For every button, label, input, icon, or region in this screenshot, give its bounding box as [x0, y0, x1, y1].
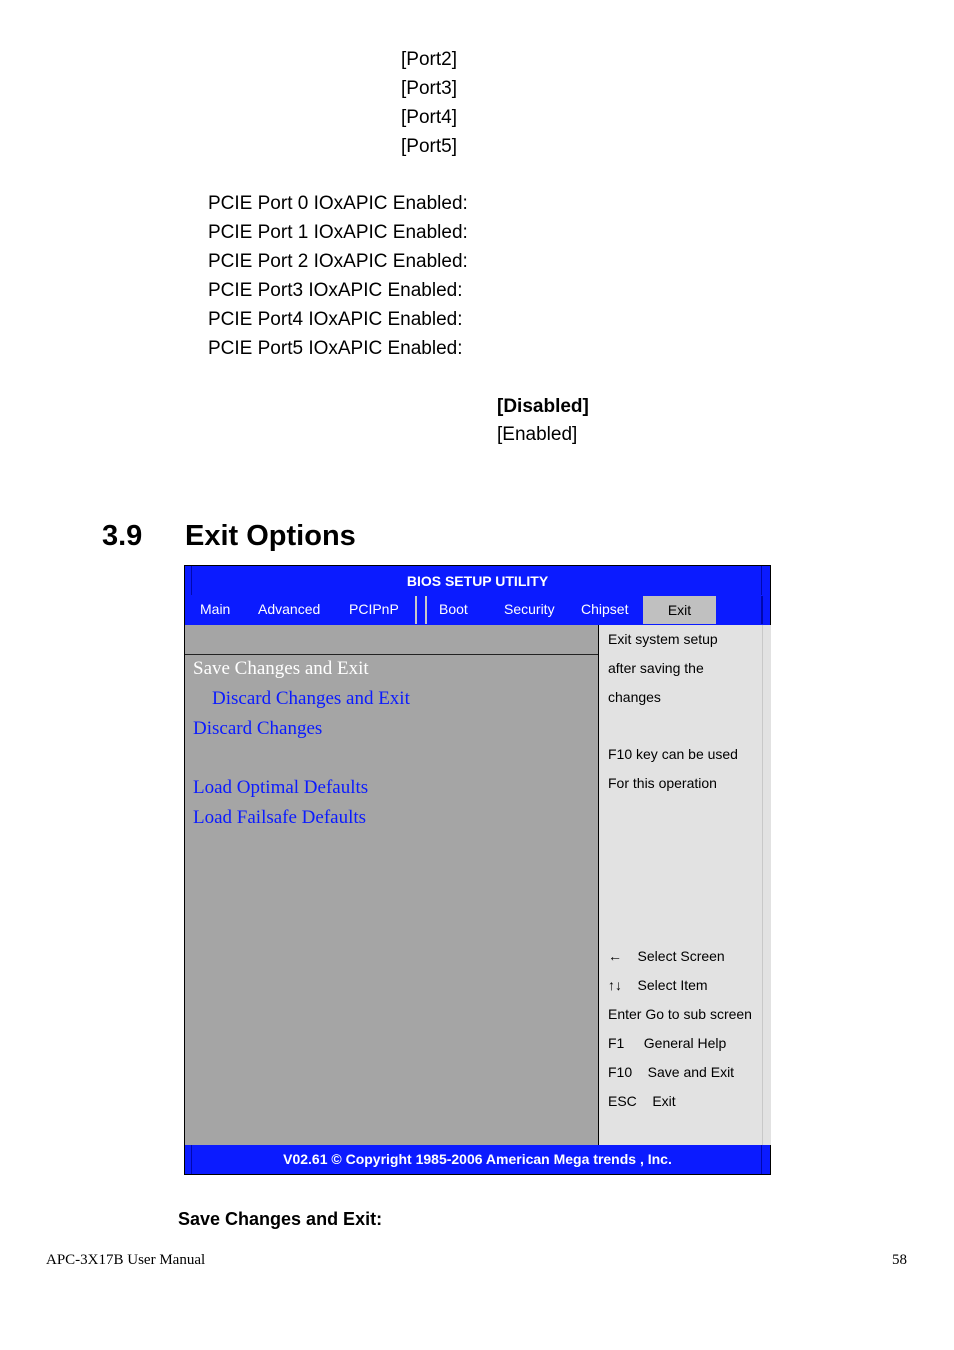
port-option: [Port5] — [401, 136, 457, 157]
bios-footer-bar — [185, 1145, 770, 1174]
tab-exit[interactable]: Exit — [643, 596, 716, 624]
ioxapic-label: PCIE Port5 IOxAPIC Enabled: — [208, 338, 463, 359]
section-title: Exit Options — [185, 520, 356, 552]
tab-boot[interactable]: Boot — [439, 601, 468, 617]
menu-discard-changes-exit[interactable]: Discard Changes and Exit — [212, 688, 410, 709]
key-enter: Enter Go to sub screen — [608, 1006, 752, 1022]
footer-manual: APC-3X17B User Manual — [46, 1252, 206, 1268]
port-option: [Port4] — [401, 107, 457, 128]
bios-screen — [184, 565, 771, 1175]
menu-save-changes-exit[interactable]: Save Changes and Exit — [193, 658, 369, 679]
ioxapic-label: PCIE Port 2 IOxAPIC Enabled: — [208, 251, 468, 272]
tab-divider — [761, 596, 763, 624]
help-scroll-edge — [762, 625, 763, 1145]
help-line: Exit system setup — [608, 631, 718, 647]
key-f1: F1 General Help — [608, 1035, 727, 1051]
help-line: For this operation — [608, 775, 717, 791]
menu-load-optimal-defaults[interactable]: Load Optimal Defaults — [193, 777, 369, 798]
ioxapic-label: PCIE Port3 IOxAPIC Enabled: — [208, 280, 463, 301]
help-line: F10 key can be used — [608, 746, 738, 762]
footer-page-number: 58 — [892, 1252, 907, 1268]
tab-divider — [425, 596, 427, 624]
bios-title: BIOS SETUP UTILITY — [406, 573, 549, 589]
menu-pane — [185, 625, 598, 1145]
port-option: [Port3] — [401, 78, 457, 99]
help-pane — [598, 625, 771, 1145]
help-line: after saving the — [608, 660, 704, 676]
port-option: [Port2] — [401, 49, 457, 70]
bios-title-bar — [185, 566, 770, 595]
section-number: 3.9 — [102, 520, 143, 552]
key-esc: ESC Exit — [608, 1093, 676, 1109]
ioxapic-label: PCIE Port 0 IOxAPIC Enabled: — [208, 193, 468, 214]
key-select-screen: ← Select Screen — [608, 948, 725, 964]
menu-discard-changes[interactable]: Discard Changes — [193, 718, 323, 739]
help-line: changes — [608, 689, 661, 705]
ioxapic-label: PCIE Port4 IOxAPIC Enabled: — [208, 309, 463, 330]
key-select-item: ↑↓ Select Item — [608, 977, 708, 993]
tab-advanced[interactable]: Advanced — [258, 601, 321, 617]
subheading: Save Changes and Exit: — [178, 1209, 383, 1229]
menu-divider — [185, 654, 598, 655]
bios-tab-bar — [185, 595, 770, 625]
tab-pcipnp[interactable]: PCIPnP — [349, 601, 399, 617]
tab-security[interactable]: Security — [504, 601, 555, 617]
bios-copyright: V02.61 © Copyright 1985-2006 American Mega trends , Inc. — [283, 1151, 672, 1167]
tab-divider — [415, 596, 417, 624]
menu-load-failsafe-defaults[interactable]: Load Failsafe Defaults — [193, 807, 367, 828]
option-disabled: [Disabled] — [497, 396, 589, 417]
tab-main[interactable]: Main — [200, 601, 231, 617]
option-enabled: [Enabled] — [497, 424, 578, 445]
key-f10: F10 Save and Exit — [608, 1064, 735, 1080]
ioxapic-label: PCIE Port 1 IOxAPIC Enabled: — [208, 222, 468, 243]
tab-chipset[interactable]: Chipset — [581, 601, 629, 617]
